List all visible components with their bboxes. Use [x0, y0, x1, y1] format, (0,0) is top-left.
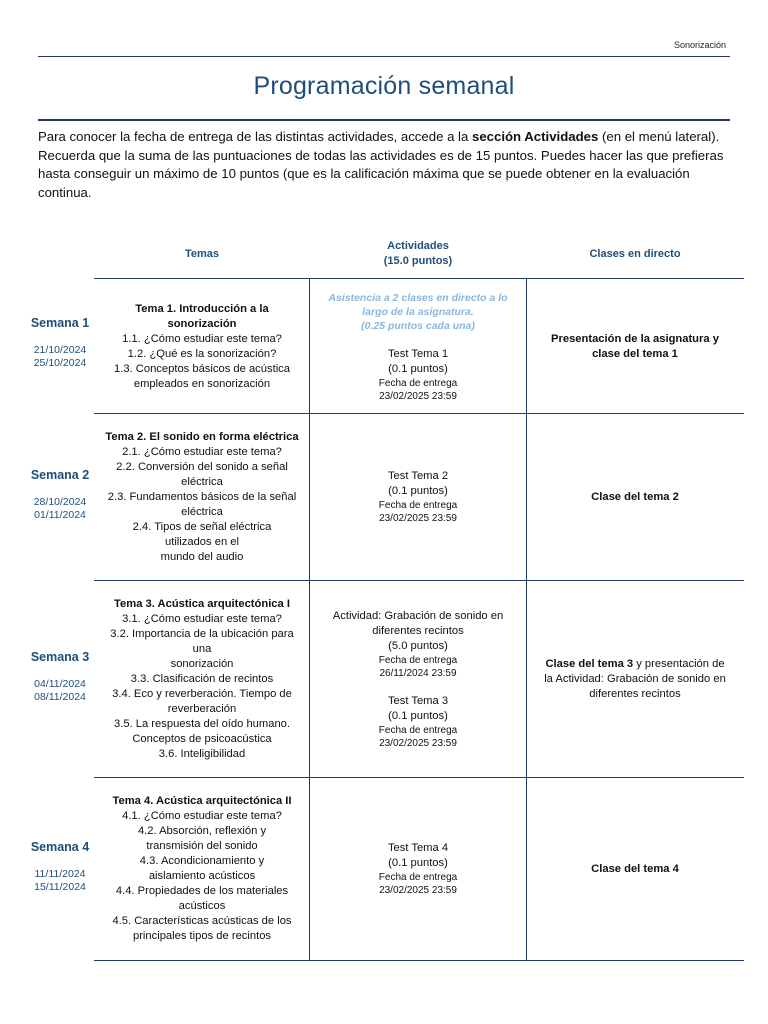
- topic-item: 1.1. ¿Cómo estudiar este tema?: [122, 333, 282, 345]
- week-name: Semana 1: [30, 316, 90, 330]
- topic-item: 3.1. ¿Cómo estudiar este tema?: [122, 612, 282, 625]
- topic-title: Tema 3. Acústica arquitectónica I: [114, 597, 290, 610]
- topic-item: 4.1. ¿Cómo estudiar este tema?: [122, 810, 282, 822]
- week-dates: [20, 678, 100, 704]
- live-class-text: [530, 657, 740, 672]
- live-class-text: la Actividad: Grabación de sonido en: [544, 672, 726, 685]
- topic-title: Tema 1. Introducción a la: [135, 303, 269, 315]
- intro-paragraph: [38, 128, 730, 202]
- topic-title: Tema 2. El sonido en forma eléctrica: [105, 430, 299, 443]
- topic-item: 3.4. Eco y reverberación. Tiempo de: [112, 687, 292, 700]
- topic-item: empleados en sonorización: [133, 378, 271, 390]
- due-label: Fecha de entrega: [378, 724, 458, 736]
- column-header-actividades: [310, 239, 526, 269]
- topic-item: transmisión del sonido: [146, 840, 258, 852]
- topic-cell: [100, 286, 304, 408]
- week-end-date: 08/11/2024: [34, 691, 86, 703]
- topic-item: 4.2. Absorción, reflexión y: [137, 825, 267, 837]
- topic-item: 2.3. Fundamentos básicos de la señal: [107, 490, 297, 503]
- live-class-text: clase del tema 1: [592, 348, 678, 360]
- live-class-text: Clase del tema 2: [591, 490, 679, 503]
- due-date: 26/11/2024 23:59: [379, 667, 457, 679]
- activity-name-cont: diferentes recintos: [372, 624, 464, 637]
- topic-cell: [100, 782, 304, 956]
- week-name: Semana 4: [30, 840, 90, 854]
- week-start-date: 11/11/2024: [34, 868, 86, 880]
- topic-cell: [100, 585, 304, 773]
- header-subject-tag: Sonorización: [673, 40, 726, 50]
- week-end-date: 01/11/2024: [34, 509, 86, 521]
- topic-item: mundo del audio: [160, 550, 244, 563]
- test-points: (0.1 puntos): [388, 709, 448, 722]
- due-date: 23/02/2025 23:59: [379, 391, 457, 402]
- activity-cell: [314, 782, 522, 956]
- live-class-text: Clase del tema 4: [591, 862, 679, 875]
- topic-item: acústicos: [178, 900, 226, 912]
- topic-title: Tema 4. Acústica arquitectónica II: [112, 795, 292, 807]
- activity-cell: [314, 585, 522, 773]
- column-header-clases: Clases en directo: [589, 248, 681, 260]
- test-name: Test Tema 2: [387, 470, 449, 482]
- week-start-date: 21/10/2024: [33, 344, 87, 356]
- topic-item: sonorización: [170, 657, 234, 670]
- intro-text-after: (en el menú lateral). Recuerda que la suma de las puntuaciones de todas las actividades es de 15 puntos. Puedes hacer las que prefieras hasta conseguir un máximo de 10 puntos (que es la calificación máxima que se puede obtener en la evaluación continua.: [38, 129, 724, 200]
- header-divider: [38, 56, 730, 57]
- topic-item: 4.5. Características acústicas de los: [112, 915, 292, 927]
- attendance-note: largo de la asignatura.: [362, 306, 474, 318]
- due-label: Fecha de entrega: [378, 378, 458, 389]
- due-label: Fecha de entrega: [378, 500, 458, 511]
- test-points: (0.1 puntos): [388, 363, 448, 375]
- test-name: Test Tema 3: [387, 694, 449, 707]
- topic-item: reverberación: [167, 702, 237, 715]
- table-rule: [94, 413, 744, 414]
- week-label: [20, 840, 100, 894]
- page-title: Programación semanal: [253, 72, 515, 100]
- week-dates: [20, 344, 100, 370]
- due-date: 23/02/2025 23:59: [379, 885, 457, 896]
- week-end-date: 15/11/2024: [34, 881, 86, 893]
- topic-item: una: [192, 642, 212, 655]
- week-dates: [20, 496, 100, 522]
- activity-cell: [314, 418, 522, 576]
- column-header-temas: Temas: [184, 248, 220, 260]
- week-start-date: 04/11/2024: [34, 678, 86, 690]
- table-rule: [94, 580, 744, 581]
- live-class-cell: [530, 286, 740, 408]
- topic-item: eléctrica: [181, 505, 223, 518]
- topic-item: principales tipos de recintos: [132, 930, 272, 942]
- live-class-bold: Clase del tema 3: [545, 657, 634, 670]
- topic-item: 3.5. La respuesta del oído humano.: [113, 717, 291, 730]
- topic-item: aislamiento acústicos: [148, 870, 256, 882]
- activity-name: Actividad: Grabación de sonido en: [332, 609, 504, 622]
- intro-link-actividades: sección Actividades: [472, 129, 599, 144]
- table-rule: [94, 278, 744, 279]
- topic-item: 3.6. Inteligibilidad: [158, 747, 246, 760]
- topic-item: 1.2. ¿Qué es la sonorización?: [127, 348, 277, 360]
- live-class-text: diferentes recintos: [589, 687, 681, 700]
- test-points: (0.1 puntos): [388, 485, 448, 497]
- column-header-actividades-points: (15.0 puntos): [383, 255, 453, 267]
- topic-item: 2.2. Conversión del sonido a señal: [116, 460, 288, 473]
- topic-item: Conceptos de psicoacústica: [132, 732, 272, 745]
- activity-cell: [314, 286, 522, 408]
- week-label: [20, 316, 100, 370]
- week-end-date: 25/10/2024: [33, 357, 87, 369]
- topic-title-cont: sonorización: [167, 318, 237, 330]
- week-name: Semana 3: [30, 650, 90, 664]
- week-start-date: 28/10/2024: [33, 496, 87, 508]
- week-label: [20, 650, 100, 704]
- due-label: Fecha de entrega: [378, 872, 458, 883]
- live-class-text: Presentación de la asignatura y: [551, 333, 719, 345]
- live-class-cell: [530, 418, 740, 576]
- due-date: 23/02/2025 23:59: [379, 737, 457, 749]
- column-header-actividades-label: Actividades: [387, 240, 449, 252]
- topic-item: utilizados en el: [164, 535, 239, 548]
- table-rule: [94, 960, 744, 961]
- activity-points: (5.0 puntos): [388, 639, 448, 652]
- due-date: 23/02/2025 23:59: [379, 513, 457, 524]
- week-dates: [20, 868, 100, 894]
- topic-item: eléctrica: [181, 475, 223, 488]
- table-column-divider: [526, 278, 527, 961]
- week-name: Semana 2: [30, 468, 90, 482]
- attendance-points: (0.25 puntos cada una): [361, 320, 475, 332]
- intro-text-before: Para conocer la fecha de entrega de las distintas actividades, accede a la: [38, 129, 472, 144]
- title-divider: [38, 119, 730, 121]
- topic-item: 4.3. Acondicionamiento y: [139, 855, 265, 867]
- topic-item: 1.3. Conceptos básicos de acústica: [114, 363, 290, 375]
- test-name: Test Tema 1: [387, 348, 449, 360]
- test-points: (0.1 puntos): [388, 857, 448, 869]
- topic-item: 2.4. Tipos de señal eléctrica: [132, 520, 272, 533]
- due-label: Fecha de entrega: [378, 654, 458, 666]
- topic-item: 4.4. Propiedades de los materiales: [115, 885, 289, 897]
- live-class-cell: [530, 585, 740, 773]
- topic-cell: [100, 418, 304, 576]
- live-class-rest: y presentación de: [633, 657, 725, 670]
- topic-item: 3.3. Clasificación de recintos: [130, 672, 274, 685]
- live-class-cell: [530, 782, 740, 956]
- table-rule: [94, 777, 744, 778]
- attendance-note: Asistencia a 2 clases en directo a lo: [328, 292, 508, 304]
- table-column-divider: [309, 278, 310, 961]
- test-name: Test Tema 4: [387, 842, 449, 854]
- week-label: [20, 468, 100, 522]
- topic-item: 3.2. Importancia de la ubicación para: [110, 627, 294, 640]
- topic-item: 2.1. ¿Cómo estudiar este tema?: [122, 445, 282, 458]
